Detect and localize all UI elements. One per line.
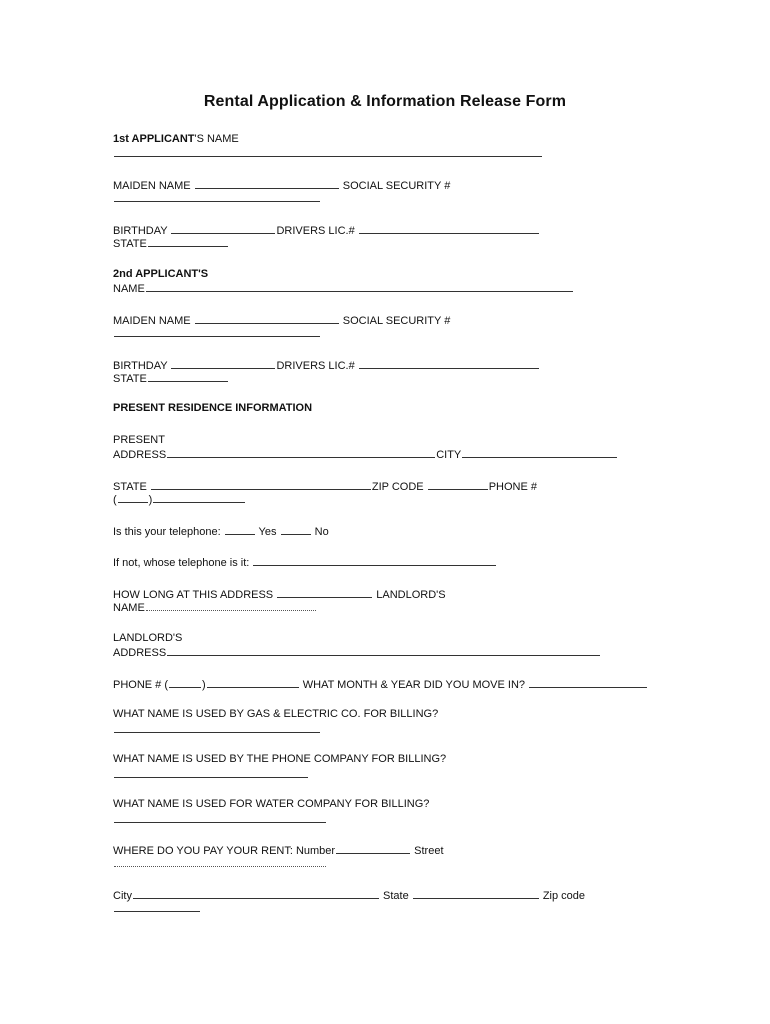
present-zip-blank[interactable]: [428, 478, 488, 490]
gas-electric-field[interactable]: [113, 721, 321, 735]
applicant1-license-blank[interactable]: [359, 222, 539, 234]
rent-state-blank[interactable]: [413, 887, 539, 899]
applicant2-state-blank[interactable]: [148, 370, 228, 382]
applicant2-license-blank[interactable]: [359, 357, 539, 369]
applicant1-name-label: 1st APPLICANT'S NAME: [113, 133, 239, 145]
applicant1-maiden-blank[interactable]: [195, 177, 339, 189]
residence-heading: PRESENT RESIDENCE INFORMATION: [113, 402, 313, 414]
applicant1-birthday-blank[interactable]: [171, 222, 275, 234]
present-phone-row: ( ): [113, 491, 246, 505]
applicant2-name-blank[interactable]: [146, 280, 573, 292]
applicant1-name-field[interactable]: [113, 145, 543, 159]
water-company-blank[interactable]: [114, 811, 326, 823]
present-address-row: ADDRESS CITY: [113, 446, 618, 460]
present-city-blank[interactable]: [462, 446, 617, 458]
applicant1-ssn-field[interactable]: [113, 190, 321, 204]
applicant2-birthday-row: BIRTHDAY DRIVERS LIC.#: [113, 357, 540, 371]
present-phone-blank[interactable]: [153, 491, 245, 503]
landlord-address-label: LANDLORD'S: [113, 632, 183, 644]
street-field[interactable]: [113, 855, 327, 869]
form-title: Rental Application & Information Release Form: [203, 93, 567, 110]
move-in-blank[interactable]: [529, 676, 647, 688]
applicant1-birthday-row: BIRTHDAY DRIVERS LIC.#: [113, 222, 540, 236]
whose-phone-row: If not, whose telephone is it:: [113, 554, 497, 568]
landlord-name-row: NAME: [113, 599, 317, 613]
present-label: PRESENT: [113, 434, 165, 446]
phone-no-blank[interactable]: [281, 523, 311, 535]
phone-company-blank[interactable]: [114, 766, 308, 778]
water-company-field[interactable]: [113, 811, 327, 825]
rent-number-blank[interactable]: [336, 842, 410, 854]
applicant1-ssn-blank[interactable]: [114, 190, 320, 202]
how-long-row: HOW LONG AT THIS ADDRESS LANDLORD'S: [113, 586, 446, 600]
applicant2-heading: 2nd APPLICANT'S: [113, 268, 209, 280]
landlord-phone-blank[interactable]: [207, 676, 299, 688]
rent-street-blank[interactable]: [114, 855, 326, 867]
applicant2-state-row: STATE: [113, 370, 229, 384]
landlord-phone-row: PHONE # ( ) WHAT MONTH & YEAR DID YOU MOVE IN?: [113, 676, 648, 690]
landlord-address-blank[interactable]: [167, 644, 600, 656]
applicant2-ssn-blank[interactable]: [114, 325, 320, 337]
landlord-area-code-blank[interactable]: [169, 676, 201, 688]
present-address-blank[interactable]: [167, 446, 435, 458]
landlord-address-row: ADDRESS: [113, 644, 601, 658]
applicant2-birthday-blank[interactable]: [171, 357, 275, 369]
zip-field[interactable]: [113, 900, 201, 914]
phone-company-field[interactable]: [113, 766, 309, 780]
rent-zip-blank[interactable]: [114, 900, 200, 912]
phone-company-label: WHAT NAME IS USED BY THE PHONE COMPANY FOR BILLING?: [113, 753, 447, 765]
applicant1-state-blank[interactable]: [148, 235, 228, 247]
present-state-blank[interactable]: [151, 478, 371, 490]
applicant1-name-blank[interactable]: [114, 145, 542, 157]
applicant1-maiden-row: MAIDEN NAME SOCIAL SECURITY #: [113, 177, 450, 191]
gas-electric-blank[interactable]: [114, 721, 320, 733]
whose-phone-blank[interactable]: [253, 554, 496, 566]
gas-electric-label: WHAT NAME IS USED BY GAS & ELECTRIC CO. FOR BILLING?: [113, 708, 439, 720]
applicant2-maiden-blank[interactable]: [195, 312, 339, 324]
rent-city-blank[interactable]: [133, 887, 379, 899]
landlord-name-blank[interactable]: [146, 599, 316, 611]
is-your-phone-row: Is this your telephone: Yes No: [113, 523, 329, 537]
phone-yes-blank[interactable]: [225, 523, 255, 535]
applicant2-name-row: NAME: [113, 280, 574, 294]
state-zip-phone-row: STATE ZIP CODE PHONE #: [113, 478, 537, 492]
applicant2-ssn-field[interactable]: [113, 325, 321, 339]
water-company-label: WHAT NAME IS USED FOR WATER COMPANY FOR BILLING?: [113, 798, 430, 810]
applicant1-state-row: STATE: [113, 235, 229, 249]
applicant2-maiden-row: MAIDEN NAME SOCIAL SECURITY #: [113, 312, 450, 326]
pay-rent-row: WHERE DO YOU PAY YOUR RENT: Number Street: [113, 842, 444, 856]
how-long-blank[interactable]: [277, 586, 372, 598]
present-area-code-blank[interactable]: [118, 491, 148, 503]
city-state-zip-row: City State Zip code: [113, 887, 585, 901]
